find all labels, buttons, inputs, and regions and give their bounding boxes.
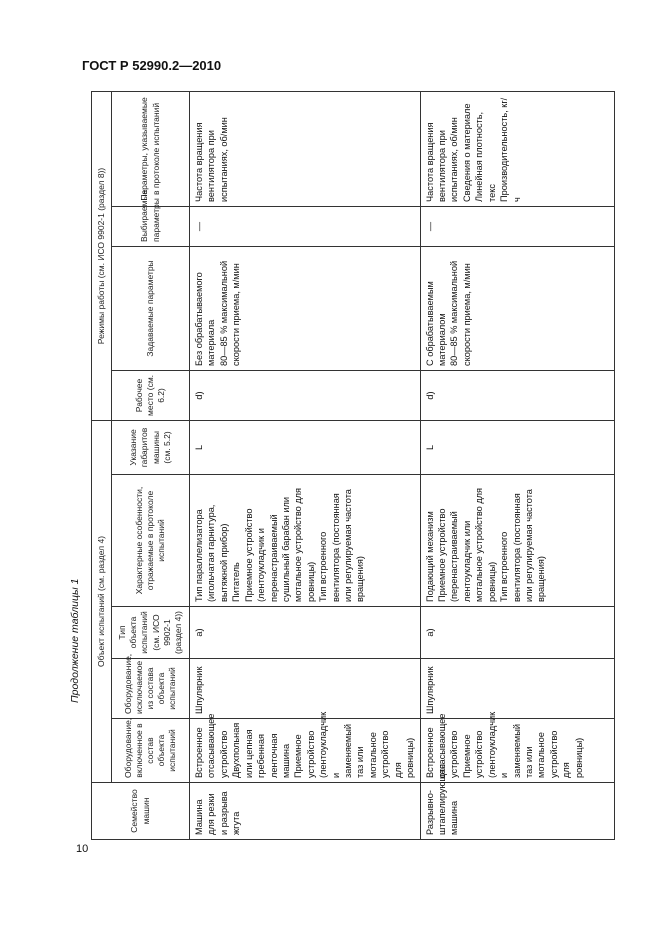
cell-set-parameters xyxy=(420,246,614,370)
header-equipment-excluded: Оборудование, исключаемое из состава объекта испытаний xyxy=(112,659,190,719)
set-parameter-line: 80—85 % максимальной скорости приема, м/мин xyxy=(449,260,472,366)
cell-set-parameters xyxy=(190,246,421,370)
table-row xyxy=(190,91,421,839)
cell-object-type: а) xyxy=(420,607,614,659)
protocol-parameter-line: Линейная плотность, текс xyxy=(474,111,497,202)
cell-equipment-excluded: Шпулярник xyxy=(190,659,421,719)
cell-equipment-excluded: Шпулярник xyxy=(420,659,614,719)
characteristic-line: Подающий механизм xyxy=(424,511,435,602)
set-parameter-line: 80—85 % максимальной скорости приема, м/мин xyxy=(218,260,242,366)
cell-protocol-parameters xyxy=(420,91,614,206)
cell-equipment-included: Встроенное отсасывающее устройство Двухпольная или цепная гребенная ленточная машина Приемное устройство (лентоукладчик и заменяемый таз или мотальное устройство для ровницы) xyxy=(190,719,421,783)
cell-protocol-parameters xyxy=(190,91,421,206)
protocol-parameter-line: Частота вращения вентилятора при испытаниях, об/мин xyxy=(424,117,460,202)
cell-workplace: d) xyxy=(190,370,421,420)
protocol-parameter-line: Производительность, кг/ч xyxy=(499,97,522,202)
document-header: ГОСТ Р 52990.2—2010 xyxy=(82,58,222,73)
characteristic-line: Приемное устройство (перенастраиваемый лентоукладчик или мотальное устройство для ровницы) xyxy=(437,487,497,602)
header-group-regimes: Режимы работы (см. ИСО 9902-1 (раздел 8)) xyxy=(92,91,112,420)
cell-family: Машина для резки и разрыва жгута xyxy=(190,783,421,840)
rotated-table-container xyxy=(91,92,611,840)
characteristic-line: Тип встроенного вентилятора (постоянная или регулируемая частота вращения) xyxy=(318,489,366,602)
cell-equipment-included: Встроенное отсасывающее устройство Приемное устройство (лентоукладчик и заменяемый таз или мотальное устройство для ровницы) xyxy=(420,719,614,783)
table-row xyxy=(420,91,614,839)
protocol-parameter-line: Сведения о материале xyxy=(461,103,472,202)
table-continuation-caption: Продолжение таблицы 1 xyxy=(69,578,81,703)
cell-overall-dimensions: L xyxy=(420,420,614,474)
cell-overall-dimensions: L xyxy=(190,420,421,474)
header-characteristics: Характерные особенности, отражаемые в протоколе испытаний xyxy=(112,475,190,607)
header-equipment-included: Оборудование, включенное в состав объекта испытаний xyxy=(112,719,190,783)
cell-output-parameters: — xyxy=(190,206,421,246)
test-conditions-table xyxy=(91,91,615,840)
characteristic-line: Тип встроенного вентилятора (постоянная или регулируемая частота вращения) xyxy=(499,489,547,602)
characteristic-line: Тип параллелизатора (игольчатая гарнитура, вытяжной прибор) xyxy=(194,504,229,602)
header-protocol-parameters: Параметры, указываемые в протоколе испытаний xyxy=(112,91,190,206)
header-object-type: Тип объекта испытаний (см. ИСО 9902-1 (раздел 4)) xyxy=(112,607,190,659)
set-parameter-line: С обрабатываемым материалом xyxy=(424,281,448,366)
header-set-parameters: Задаваемые параметры xyxy=(112,246,190,370)
set-parameter-line: Без обрабатываемого материала xyxy=(194,272,217,366)
cell-characteristics xyxy=(190,475,421,607)
cell-family: Разрывно-штапелирующая машина xyxy=(420,783,614,840)
header-output-parameters: Выбираемые параметры xyxy=(112,206,190,246)
header-overall-dimensions: Указание габаритов машины (см. 5.2) xyxy=(112,420,190,474)
header-workplace: Рабочее место (см. 6.2) xyxy=(112,370,190,420)
cell-workplace: d) xyxy=(420,370,614,420)
protocol-parameter-line: Частота вращения вентилятора при испытаниях, об/мин xyxy=(194,117,229,202)
page-number: 10 xyxy=(76,843,89,855)
characteristic-line: Питатель xyxy=(231,562,242,602)
cell-object-type: а) xyxy=(190,607,421,659)
header-group-object: Объект испытаний (см. раздел 4) xyxy=(92,420,112,782)
cell-characteristics xyxy=(420,475,614,607)
cell-output-parameters: — xyxy=(420,206,614,246)
characteristic-line: Приемное устройство (лентоукладчик и перенастраиваемый сушильный барабан или мотальное устройство для ровницы) xyxy=(243,487,316,602)
header-family: Семейство машин xyxy=(92,783,190,840)
